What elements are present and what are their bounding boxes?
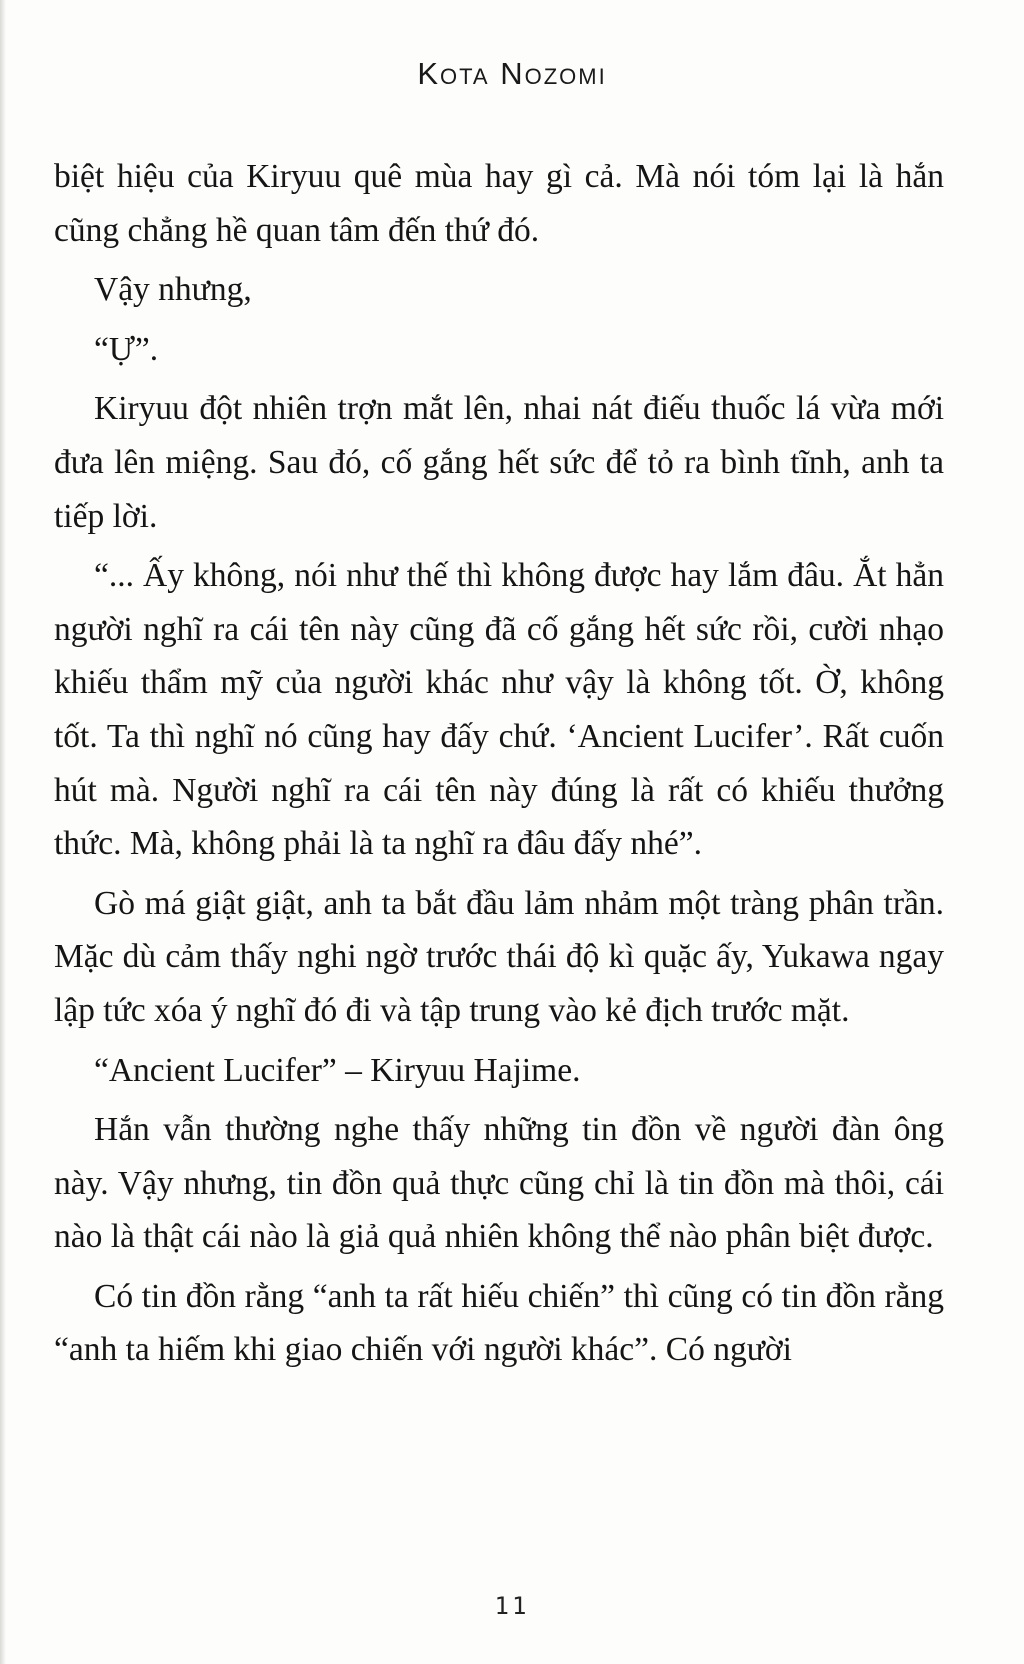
paragraph: Vậy nhưng, [94,271,252,309]
running-header: Kota Nozomi [417,56,607,91]
paragraph: “... Ấy không, nói như thế thì không được hay lắm đâu. Ắt hẳn người nghĩ ra cái tên này cũng đã cố gắng hết sức rồi, cười nhạo khiếu thẩm mỹ của người khác như vậy là không tốt. Ờ, không tốt. Ta thì nghĩ nó cũng hay đấy chứ. ‘Ancient Lucifer’. Rất cuốn hút mà. Người nghĩ ra cái tên này đúng là rất có khiếu thưởng thức. Mà, không phải là ta nghĩ ra đâu đấy nhé”. [54,557,944,863]
paragraph-continued: biệt hiệu của Kiryuu quê mùa hay gì cả. Mà nói tóm lại là hắn cũng chẳng hề quan tâm đến thứ đó. [54,158,944,249]
paragraph: Hắn vẫn thường nghe thấy những tin đồn về người đàn ông này. Vậy nhưng, tin đồn quả thực cũng chỉ là tin đồn mà thôi, cái nào là thật cái nào là giả quả nhiên không thể nào phân biệt được. [54,1111,944,1256]
paragraph: Kiryuu đột nhiên trợn mắt lên, nhai nát điếu thuốc lá vừa mới đưa lên miệng. Sau đó, cố gắng hết sức để tỏ ra bình tĩnh, anh ta tiếp lời. [54,390,944,535]
body-text [54,150,944,1383]
paragraph: “Ancient Lucifer” – Kiryuu Hajime. [94,1051,581,1089]
page-number: 11 [494,1592,530,1620]
page-gutter-shadow [0,0,6,1664]
paragraph: Có tin đồn rằng “anh ta rất hiếu chiến” thì cũng có tin đồn rằng “anh ta hiếm khi giao chiến với người khác”. Có người [54,1277,944,1369]
paragraph: “Ự”. [94,330,159,368]
paragraph: Gò má giật giật, anh ta bắt đầu lảm nhảm một tràng phân trần. Mặc dù cảm thấy nghi ngờ trước thái độ kì quặc ấy, Yukawa ngay lập tức xóa ý nghĩ đó đi và tập trung vào kẻ địch trước mặt. [54,884,944,1029]
